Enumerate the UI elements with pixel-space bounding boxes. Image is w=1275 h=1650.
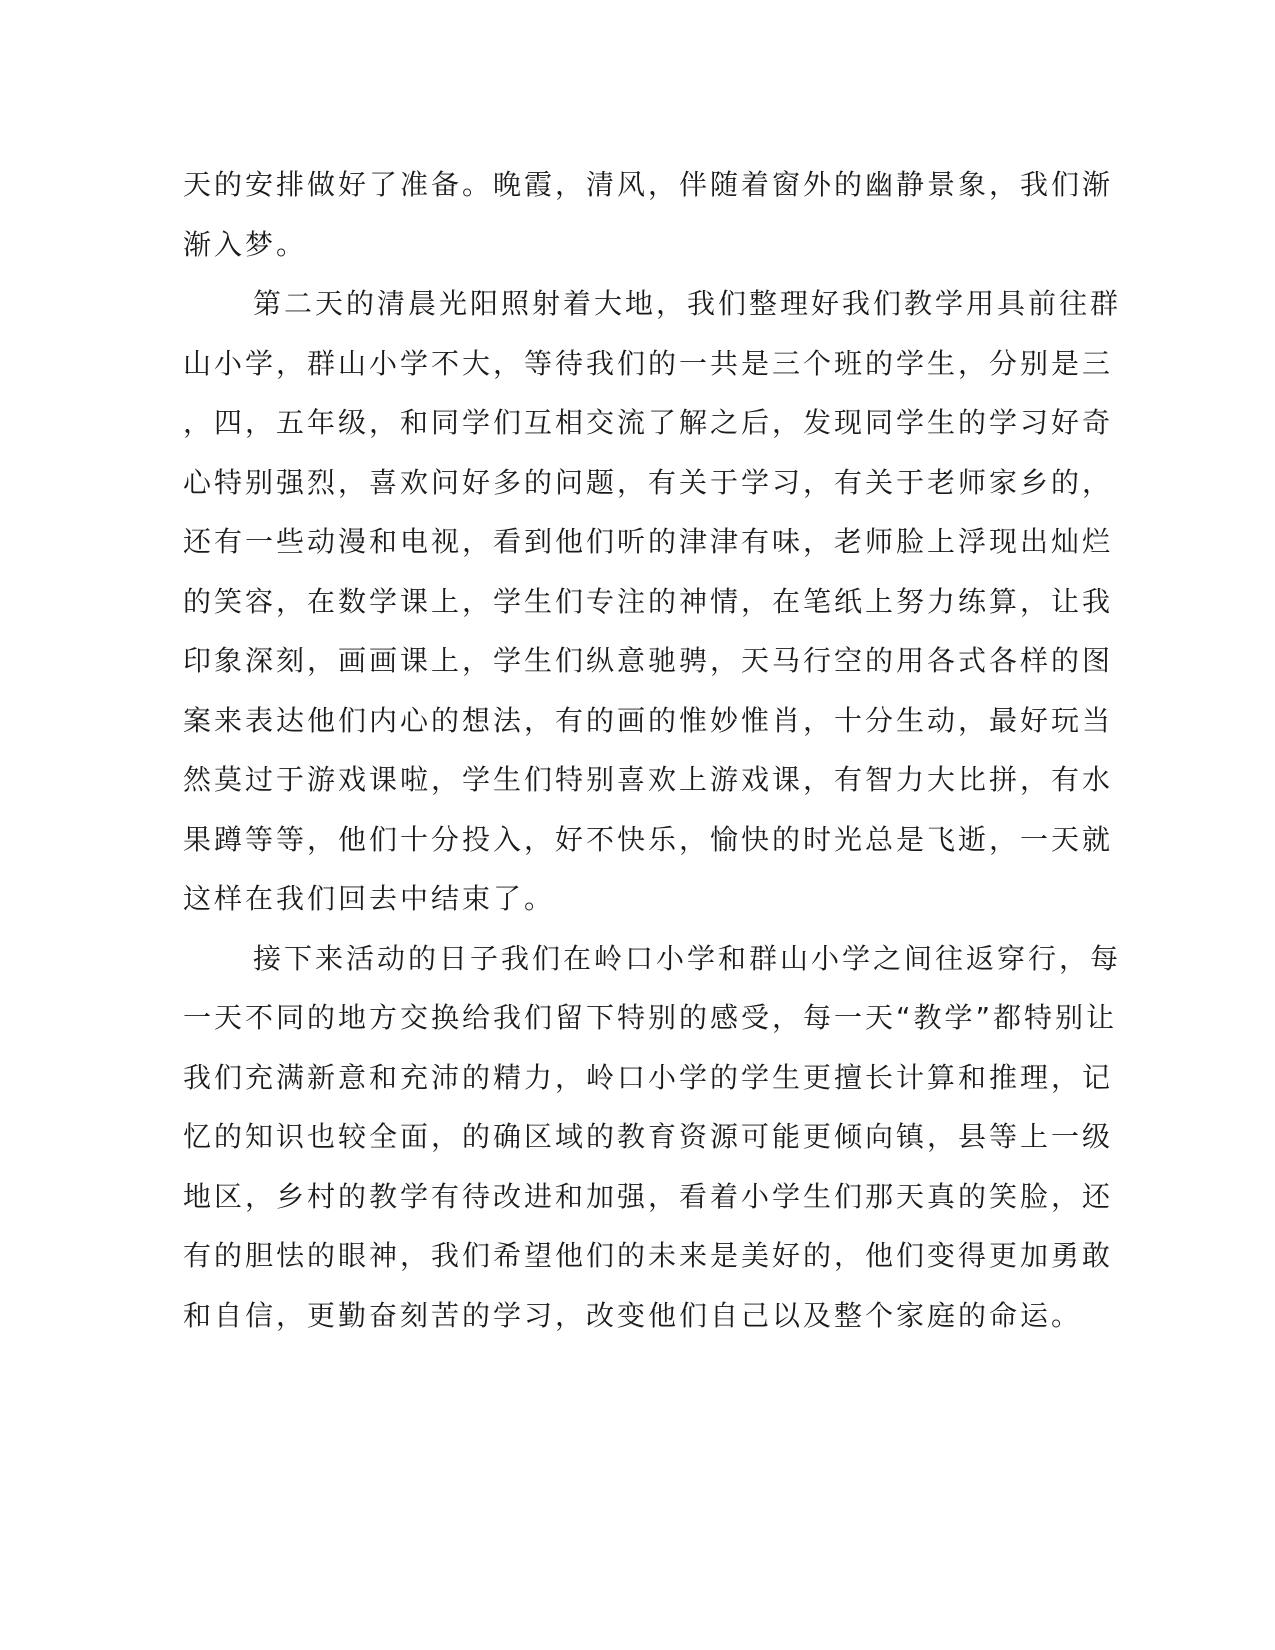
text-line: 地区，乡村的教学有待改进和加强，看着小学生们那天真的笑脸，还 [183,1179,1114,1213]
text-line: 忆的知识也较全面，的确区域的教育资源可能更倾向镇，县等上一级 [183,1120,1114,1153]
text-line: 和自信，更勤奋刻苦的学习，改变他们自己以及整个家庭的命运。 [183,1298,1083,1332]
text-line: 天的安排做好了准备。晚霞，清风，伴随着窗外的幽静景象，我们渐 [183,168,1114,201]
text-line: 案来表达他们内心的想法，有的画的惟妙惟肖，十分生动，最好玩当 [183,703,1114,737]
text-line: 渐入梦。 [183,227,308,261]
paragraph-start-line: 接下来活动的日子我们在岭口小学和群山小学之间往返穿行，每 [253,941,1122,975]
text-line: 我们充满新意和充沛的精力，岭口小学的学生更擅长计算和推理，记 [183,1060,1114,1094]
text-line: 一天不同的地方交换给我们留下特别的感受，每一天“教学”都特别让 [183,1001,1118,1034]
paragraph-start-line: 第二天的清晨光阳照射着大地，我们整理好我们教学用具前往群 [253,287,1122,320]
text-line: ，四，五年级，和同学们互相交流了解之后，发现同学生的学习好奇 [183,406,1114,439]
text-line: 还有一些动漫和电视，看到他们听的津津有味，老师脸上浮现出灿烂 [183,525,1114,558]
body-text [183,155,1122,1345]
text-line: 的笑容，在数学课上，学生们专注的神情，在笔纸上努力练算，让我 [183,584,1114,618]
text-line: 果蹲等等，他们十分投入，好不快乐，愉快的时光总是飞逝，一天就 [183,822,1114,856]
text-line: 山小学，群山小学不大，等待我们的一共是三个班的学生，分别是三 [183,346,1114,380]
text-line: 然莫过于游戏课啦，学生们特别喜欢上游戏课，有智力大比拼，有水 [183,763,1114,796]
text-line: 印象深刻，画画课上，学生们纵意驰骋，天马行空的用各式各样的图 [183,644,1114,677]
text-line: 有的胆怯的眼神，我们希望他们的未来是美好的，他们变得更加勇敢 [183,1239,1114,1272]
text-line: 心特别强烈，喜欢问好多的问题，有关于学习，有关于老师家乡的， [183,465,1114,499]
text-line: 这样在我们回去中结束了。 [183,882,556,915]
